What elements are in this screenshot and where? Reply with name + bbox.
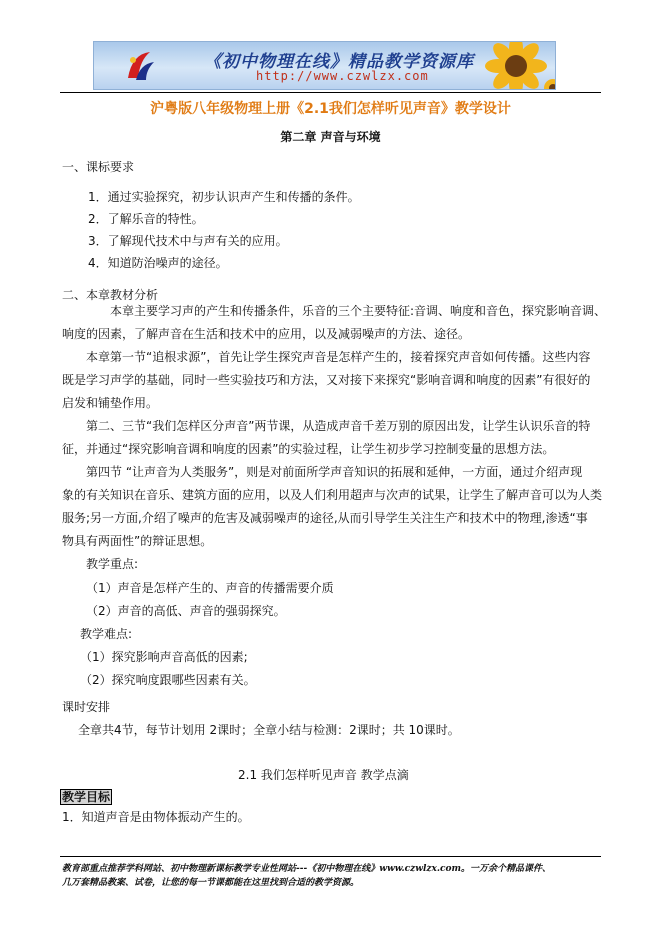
list-item: （2）声音的高低、声音的强弱探究。 bbox=[86, 604, 286, 618]
paragraph-line: 服务;另一方面,介绍了噪声的危害及减弱噪声的途径,从而引导学生关注生产和技术中的物理,渗透“事 bbox=[62, 511, 588, 525]
section-heading: 二、本章教材分析 bbox=[62, 288, 159, 302]
lesson-title: 2.1 我们怎样听见声音 教学点滴 bbox=[238, 768, 409, 782]
header-rule bbox=[60, 92, 601, 93]
list-item: 1．知道声音是由物体振动产生的。 bbox=[62, 810, 250, 824]
paragraph-line: 启发和铺垫作用。 bbox=[62, 396, 159, 410]
paragraph-line: 征，并通过“探究影响音调和响度的因素”的实验过程，让学生初步学习控制变量的思想方法。 bbox=[62, 442, 555, 456]
schedule-text: 全章共4节，每节计划用 2课时；全章小结与检测：2课时；共 10课时。 bbox=[78, 723, 460, 737]
paragraph-line: 既是学习声学的基础，同时一些实验技巧和方法，又对接下来探究“影响音调和响度的因素”有很好的 bbox=[62, 373, 591, 387]
paragraph-line: 本章第一节“追根求源”，首先让学生探究声音是怎样产生的，接着探究声音如何传播。这些内容 bbox=[86, 350, 591, 364]
list-item: 2．了解乐音的特性。 bbox=[88, 212, 204, 226]
footer-line: 教育部重点推荐学科网站、初中物理新课标教学专业性网站---《初中物理在线》www.czwlzx.com。一万余个精品课件、 bbox=[62, 864, 552, 874]
paragraph-line: 象的有关知识在音乐、建筑方面的应用，以及人们利用超声与次声的试果，让学生了解声音可以为人类 bbox=[62, 488, 603, 502]
site-logo-icon bbox=[124, 48, 156, 82]
difficulties-label: 教学难点: bbox=[80, 627, 133, 641]
key-points-label: 教学重点: bbox=[86, 557, 139, 571]
document-title: 沪粤版八年级物理上册《2.1我们怎样听见声音》教学设计 bbox=[150, 101, 511, 117]
footer-rule bbox=[60, 856, 601, 857]
footer-line: 几万套精品教案、试卷，让您的每一节课都能在这里找到合适的教学资源。 bbox=[62, 878, 360, 888]
list-item: （1）探究影响声音高低的因素; bbox=[80, 650, 248, 664]
paragraph-line: 第二、三节“我们怎样区分声音”两节课，从造成声音千差万别的原因出发，让学生认识乐音的特 bbox=[86, 419, 591, 433]
list-item: 1．通过实验探究，初步认识声产生和传播的条件。 bbox=[88, 190, 360, 204]
banner-title: 《初中物理在线》精品教学资源库 bbox=[204, 52, 474, 72]
list-item: 4．知道防治噪声的途径。 bbox=[88, 256, 228, 270]
goal-heading-label: 教学目标 bbox=[62, 790, 111, 804]
list-item: 3．了解现代技术中与声有关的应用。 bbox=[88, 234, 288, 248]
list-item: （2）探究响度跟哪些因素有关。 bbox=[80, 673, 256, 687]
section-heading: 一、课标要求 bbox=[62, 160, 135, 174]
paragraph-line: 第四节 “让声音为人类服务”，则是对前面所学声音知识的拓展和延伸，一方面，通过介绍声现 bbox=[86, 465, 583, 479]
banner-url: http://www.czwlzx.com bbox=[256, 69, 429, 83]
sunflower-icon bbox=[471, 41, 556, 90]
paragraph-line: 本章主要学习声的产生和传播条件，乐音的三个主要特征:音调、响度和音色，探究影响音调、 bbox=[110, 304, 607, 318]
goal-heading bbox=[60, 790, 112, 805]
page-footer bbox=[62, 862, 602, 890]
paragraph-line: 物具有两面性”的辩证思想。 bbox=[62, 534, 213, 548]
list-item: （1）声音是怎样产生的、声音的传播需要介质 bbox=[86, 581, 334, 595]
header-banner bbox=[93, 41, 556, 90]
chapter-heading: 第二章 声音与环境 bbox=[280, 130, 381, 144]
schedule-heading: 课时安排 bbox=[62, 700, 111, 714]
paragraph-line: 响度的因素，了解声音在生活和技术中的应用，以及减弱噪声的方法、途径。 bbox=[62, 327, 471, 341]
